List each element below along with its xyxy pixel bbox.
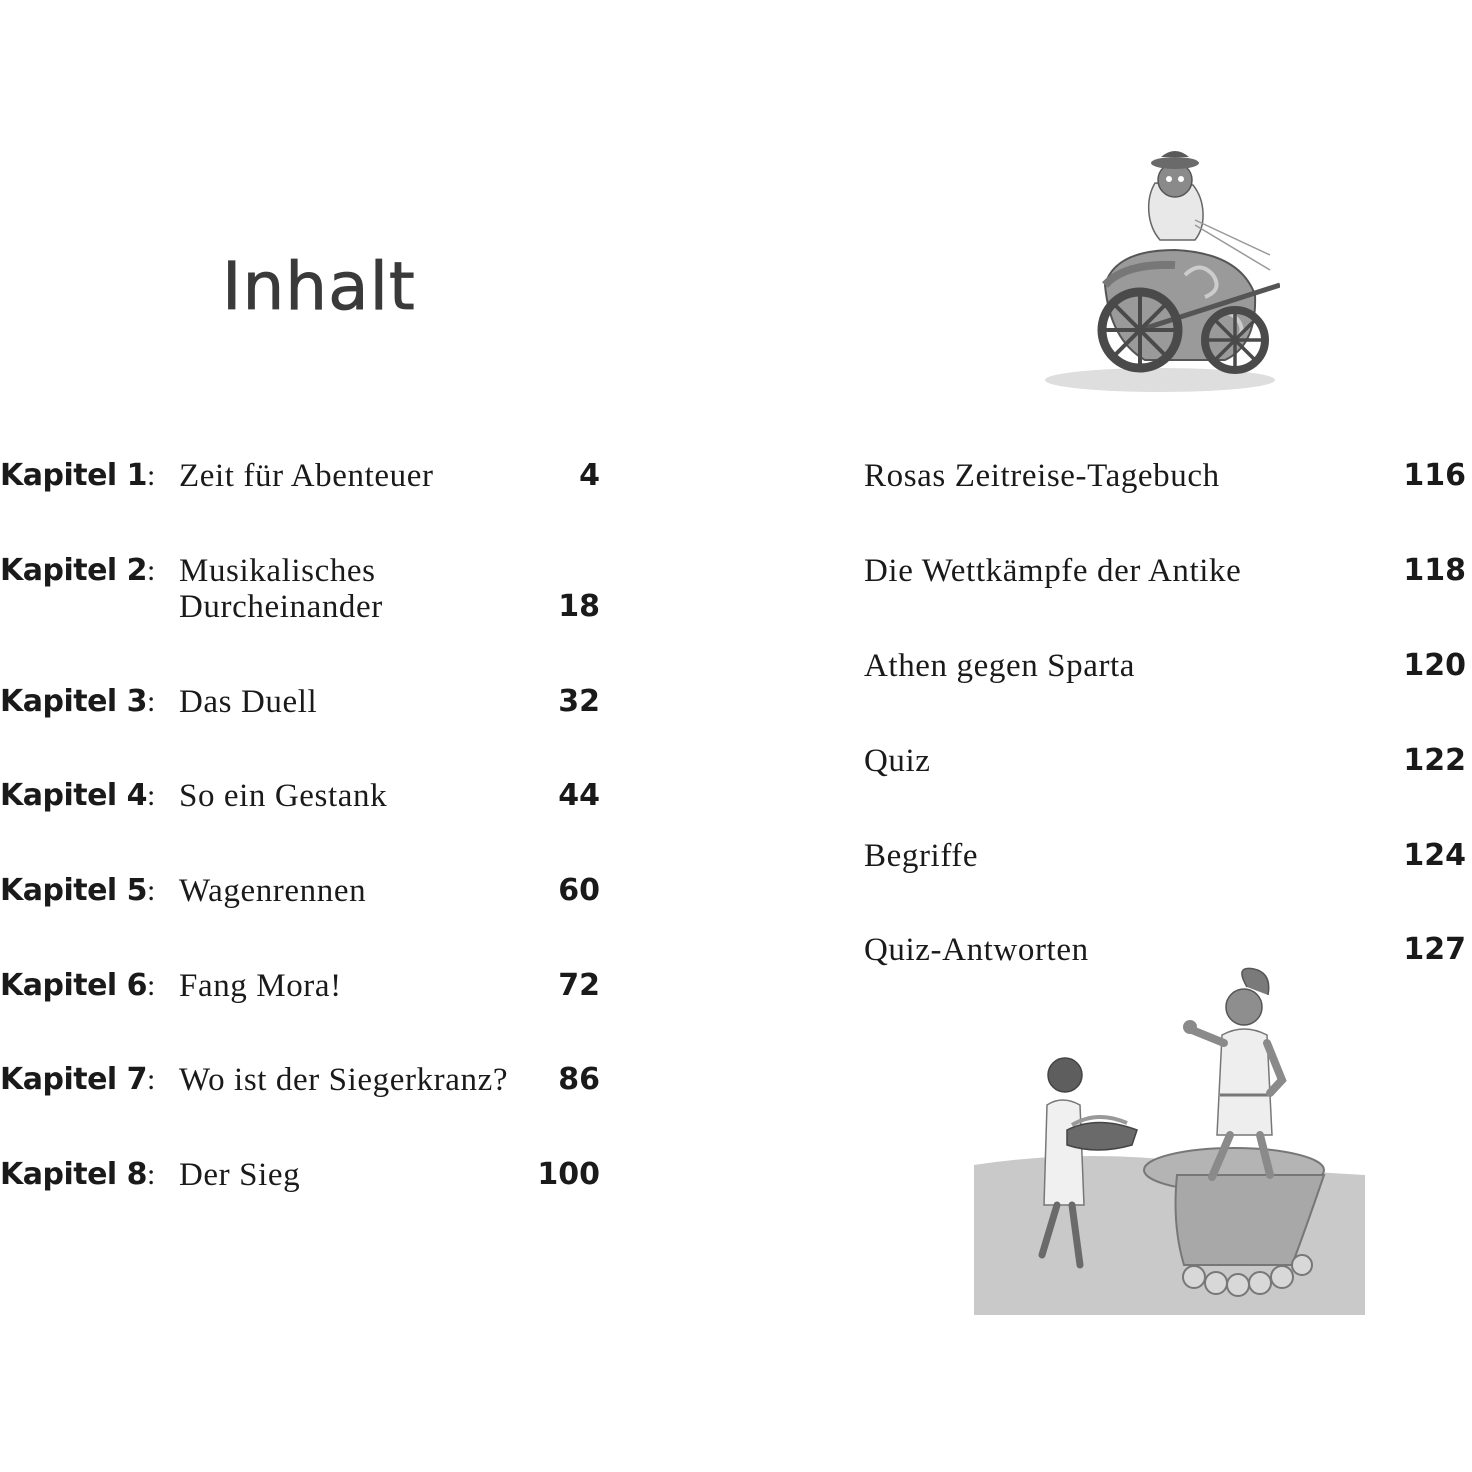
chapter-label: Kapitel 4 [0, 778, 148, 813]
page-number: 124 [1403, 838, 1466, 873]
chapter-label: Kapitel 5 [0, 873, 148, 908]
page-number: 86 [558, 1062, 600, 1097]
chapter-title-line-1: Musikalisches [179, 553, 376, 589]
page-number: 118 [1403, 553, 1466, 588]
extra-title: Athen gegen Sparta [864, 648, 1136, 684]
chapter-title: Wo ist der Siegerkranz? [179, 1062, 509, 1098]
page-title: Inhalt [222, 248, 416, 325]
page-number: 44 [558, 778, 600, 813]
page-number: 18 [558, 589, 600, 624]
page-number: 122 [1403, 743, 1466, 778]
toc-entry-chapter-1[interactable]: Kapitel 1: Zeit für Abenteuer 4 [0, 458, 600, 494]
chapter-label: Kapitel 6 [0, 968, 148, 1003]
victory-scene-illustration [972, 965, 1367, 1317]
chapter-title: Das Duell [179, 684, 318, 720]
page-number: 4 [579, 458, 600, 493]
page-number: 32 [558, 684, 600, 719]
chapter-title: So ein Gestank [179, 778, 388, 814]
extra-title: Quiz-Antworten [864, 932, 1089, 968]
toc-entry-extra-3[interactable] [0, 648, 1472, 688]
toc-entry-chapter-3[interactable]: Kapitel 3: Das Duell 32 [0, 684, 600, 720]
toc-entry-extra-4[interactable] [0, 743, 1472, 783]
page-number: 72 [558, 968, 600, 1003]
toc-entry-chapter-4[interactable]: Kapitel 4: So ein Gestank 44 [0, 778, 600, 814]
chariot-illustration [1035, 145, 1280, 400]
extra-title: Die Wettkämpfe der Antike [864, 553, 1242, 589]
toc-entry-chapter-6[interactable]: Kapitel 6: Fang Mora! 72 [0, 968, 600, 1004]
chapter-label: Kapitel 7 [0, 1062, 148, 1097]
chapter-title: Wagenrennen [179, 873, 367, 909]
extra-title: Begriffe [864, 838, 979, 874]
chapter-label: Kapitel 3 [0, 684, 148, 719]
page-number: 60 [558, 873, 600, 908]
chapter-title: Fang Mora! [179, 968, 342, 1004]
toc-entry-chapter-8[interactable]: Kapitel 8: Der Sieg 100 [0, 1157, 600, 1193]
page-number: 127 [1403, 932, 1466, 967]
chapter-label: Kapitel 2 [0, 553, 148, 588]
chapter-title: Der Sieg [179, 1157, 301, 1193]
page-number: 116 [1403, 458, 1466, 493]
chapter-label: Kapitel 8 [0, 1157, 148, 1192]
toc-entry-extra-5[interactable] [0, 838, 1472, 878]
toc-entry-chapter-5[interactable]: Kapitel 5: Wagenrennen 60 [0, 873, 600, 909]
page-number: 120 [1403, 648, 1466, 683]
extra-title: Quiz [864, 743, 931, 779]
toc-entry-extra-1[interactable] [0, 458, 1472, 498]
extra-title: Rosas Zeitreise-Tagebuch [864, 458, 1220, 494]
chapter-title-line-2: Durcheinander [179, 589, 383, 625]
toc-entry-extra-2[interactable] [0, 553, 1472, 593]
chapter-label: Kapitel 1 [0, 458, 148, 493]
toc-entry-chapter-2[interactable]: Kapitel 2: Musikalisches Durcheinander 18 [0, 553, 600, 625]
page-number: 100 [537, 1157, 600, 1192]
toc-entry-chapter-7[interactable]: Kapitel 7: Wo ist der Siegerkranz? 86 [0, 1062, 600, 1098]
chapter-title: Zeit für Abenteuer [179, 458, 434, 494]
